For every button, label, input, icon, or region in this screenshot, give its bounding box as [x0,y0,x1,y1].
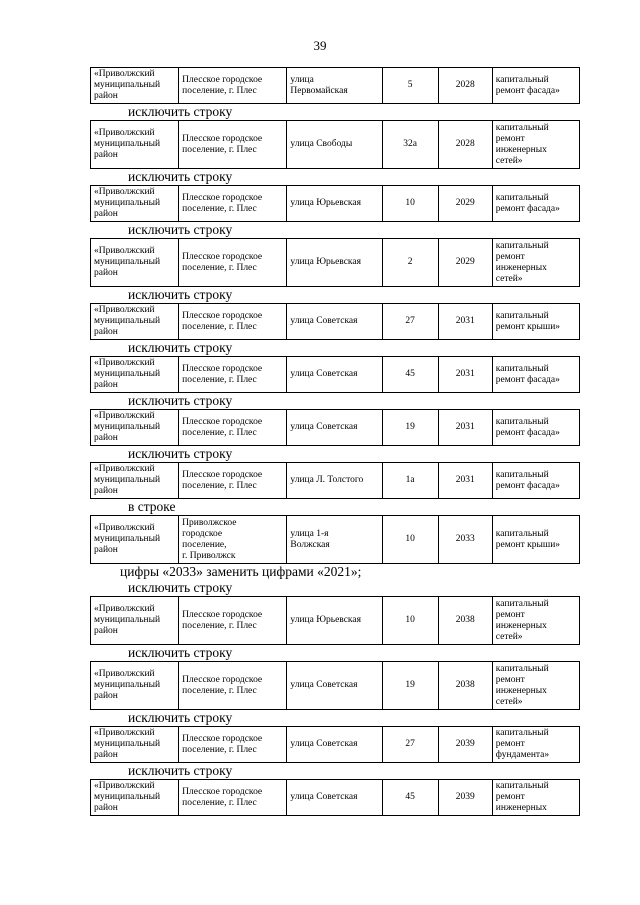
year-cell [438,516,492,564]
settlement-cell-text: Плесское городское поселение, г. Плес [182,609,263,631]
house-number-cell-text: 1а [405,475,415,485]
instruction-text: исключить строку [128,710,233,725]
program-row-table [90,409,580,446]
work-type-cell-text: капитальный ремонт фундамента» [495,728,550,760]
program-row-table [90,515,580,564]
work-type-cell-text: капитальный ремонт инженерных сетей» [495,598,549,642]
district-cell-text: «Приволжский муниципальный район [94,464,161,496]
settlement-cell-text: Плесское городское поселение, г. Плес [182,251,263,273]
settlement-cell [179,68,287,104]
house-number-cell [382,239,438,287]
year-cell-text: 2039 [455,792,475,802]
district-cell [91,304,179,340]
table-row [91,186,580,222]
year-cell [438,410,492,446]
year-cell-text: 2038 [455,615,475,625]
street-cell-text: улица Советская [290,739,358,749]
program-row-table [90,661,580,710]
district-cell-text: «Приволжский муниципальный район [94,523,161,555]
work-type-cell [492,68,579,104]
house-number-cell-text: 45 [405,369,415,379]
house-number-cell-text: 10 [405,198,415,208]
settlement-cell-text: Плесское городское поселение, г. Плес [182,74,263,96]
street-cell-text: улица 1-я Волжская [290,528,330,550]
table-row [91,68,580,104]
settlement-cell [179,662,287,710]
district-cell-text: «Приволжский муниципальный район [94,669,161,701]
settlement-cell [179,239,287,287]
street-cell-text: улица Юрьевская [290,615,361,625]
year-cell [438,68,492,104]
year-cell-text: 2039 [455,739,475,749]
house-number-cell-text: 32а [403,139,417,149]
year-cell-text: 2028 [455,80,475,90]
instruction-text: исключить строку [128,287,233,302]
street-cell [287,597,382,645]
table-row [91,304,580,340]
work-type-cell [492,463,579,499]
house-number-cell-text: 10 [405,615,415,625]
year-cell [438,304,492,340]
district-cell-text: «Приволжский муниципальный район [94,187,161,219]
settlement-cell [179,304,287,340]
district-cell-text: «Приволжский муниципальный район [94,128,161,160]
house-number-cell [382,68,438,104]
settlement-cell-text: Приволжское городское поселение, г. Приволжск [182,517,237,561]
program-row-table [90,596,580,645]
program-row-table [90,120,580,169]
house-number-cell-text: 19 [405,422,415,432]
house-number-cell [382,304,438,340]
house-number-cell [382,121,438,169]
instruction-text: исключить строку [128,763,233,778]
street-cell-text: улица Первомайская [290,74,348,96]
work-type-cell-text: капитальный ремонт фасада» [495,192,560,214]
house-number-cell-text: 2 [407,257,413,267]
district-cell-text: «Приволжский муниципальный район [94,358,161,390]
program-row-table [90,779,580,816]
work-type-cell [492,410,579,446]
street-cell [287,357,382,393]
house-number-cell [382,186,438,222]
street-cell [287,410,382,446]
street-cell-text: улица Свободы [290,139,353,149]
district-cell [91,239,179,287]
settlement-cell [179,357,287,393]
settlement-cell-text: Плесское городское поселение, г. Плес [182,416,263,438]
work-type-cell-text: капитальный ремонт крыши» [495,310,561,332]
settlement-cell [179,121,287,169]
work-type-cell-text: капитальный ремонт крыши» [495,528,561,550]
program-row-table [90,726,580,763]
work-type-cell-text: капитальный ремонт фасада» [495,74,560,96]
year-cell [438,662,492,710]
settlement-cell-text: Плесское городское поселение, г. Плес [182,363,263,385]
year-cell-text: 2031 [455,422,475,432]
street-cell-text: улица Советская [290,369,358,379]
district-cell-text: «Приволжский муниципальный район [94,728,161,760]
year-cell-text: 2031 [455,316,475,326]
instruction-text: цифры «2033» заменить цифрами «2021»; [120,564,362,579]
house-number-cell [382,597,438,645]
district-cell-text: «Приволжский муниципальный район [94,246,161,278]
district-cell [91,121,179,169]
house-number-cell-text: 10 [405,534,415,544]
instruction-text: исключить строку [128,222,233,237]
table-row [91,662,580,710]
program-row-table [90,67,580,104]
instruction-text: исключить строку [128,446,233,461]
year-cell [438,463,492,499]
table-row [91,121,580,169]
street-cell [287,186,382,222]
instruction-text: исключить строку [128,104,233,119]
work-type-cell [492,304,579,340]
page-number: 39 [313,38,327,53]
house-number-cell [382,516,438,564]
settlement-cell [179,780,287,816]
street-cell [287,121,382,169]
year-cell-text: 2038 [455,680,475,690]
work-type-cell-text: капитальный ремонт инженерных сетей» [495,240,549,284]
work-type-cell [492,780,579,816]
table-row [91,357,580,393]
table-row [91,516,580,564]
settlement-cell-text: Плесское городское поселение, г. Плес [182,133,263,155]
settlement-cell [179,597,287,645]
settlement-cell-text: Плесское городское поселение, г. Плес [182,192,263,214]
work-type-cell-text: капитальный ремонт фасада» [495,469,560,491]
house-number-cell [382,463,438,499]
street-cell-text: улица Советская [290,792,358,802]
house-number-cell [382,727,438,763]
settlement-cell [179,516,287,564]
work-type-cell-text: капитальный ремонт инженерных [495,781,549,813]
year-cell [438,121,492,169]
street-cell [287,780,382,816]
district-cell-text: «Приволжский муниципальный район [94,305,161,337]
work-type-cell-text: капитальный ремонт фасада» [495,416,560,438]
street-cell-text: улица Л. Толстого [290,475,364,485]
street-cell-text: улица Юрьевская [290,198,361,208]
district-cell [91,463,179,499]
instruction-text: исключить строку [128,340,233,355]
program-row-table [90,303,580,340]
year-cell-text: 2031 [455,475,475,485]
district-cell [91,186,179,222]
work-type-cell-text: капитальный ремонт фасада» [495,363,560,385]
year-cell-text: 2028 [455,139,475,149]
settlement-cell [179,463,287,499]
house-number-cell-text: 5 [407,80,413,90]
work-type-cell [492,597,579,645]
settlement-cell [179,410,287,446]
district-cell [91,597,179,645]
street-cell-text: улица Советская [290,680,358,690]
year-cell [438,186,492,222]
street-cell [287,304,382,340]
street-cell [287,463,382,499]
house-number-cell [382,780,438,816]
house-number-cell-text: 27 [405,316,415,326]
street-cell [287,662,382,710]
district-cell [91,727,179,763]
table-row [91,780,580,816]
district-cell [91,410,179,446]
house-number-cell-text: 45 [405,792,415,802]
house-number-cell [382,410,438,446]
table-row [91,463,580,499]
instruction-text: исключить строку [128,169,233,184]
district-cell-text: «Приволжский муниципальный район [94,604,161,636]
district-cell-text: «Приволжский муниципальный район [94,411,161,443]
street-cell-text: улица Советская [290,422,358,432]
street-cell-text: улица Юрьевская [290,257,361,267]
work-type-cell [492,516,579,564]
year-cell-text: 2031 [455,369,475,379]
table-row [91,597,580,645]
year-cell [438,780,492,816]
year-cell [438,357,492,393]
settlement-cell-text: Плесское городское поселение, г. Плес [182,469,263,491]
year-cell-text: 2029 [455,257,475,267]
street-cell [287,239,382,287]
year-cell-text: 2033 [455,534,475,544]
table-row [91,727,580,763]
work-type-cell-text: капитальный ремонт инженерных сетей» [495,122,549,166]
instruction-text: исключить строку [128,580,233,595]
district-cell [91,780,179,816]
settlement-cell-text: Плесское городское поселение, г. Плес [182,674,263,696]
street-cell [287,727,382,763]
instruction-text: в строке [128,499,176,514]
instruction-text: исключить строку [128,645,233,660]
district-cell [91,357,179,393]
district-cell-text: «Приволжский муниципальный район [94,69,161,101]
settlement-cell [179,186,287,222]
settlement-cell-text: Плесское городское поселение, г. Плес [182,310,263,332]
house-number-cell-text: 27 [405,739,415,749]
work-type-cell [492,186,579,222]
settlement-cell-text: Плесское городское поселение, г. Плес [182,786,263,808]
work-type-cell [492,727,579,763]
program-row-table [90,462,580,499]
district-cell-text: «Приволжский муниципальный район [94,781,161,813]
work-type-cell [492,121,579,169]
house-number-cell [382,662,438,710]
work-type-cell-text: капитальный ремонт инженерных сетей» [495,663,549,707]
district-cell [91,68,179,104]
instruction-text: исключить строку [128,393,233,408]
district-cell [91,516,179,564]
year-cell [438,239,492,287]
street-cell [287,68,382,104]
work-type-cell [492,239,579,287]
document-body [90,67,580,816]
table-row [91,410,580,446]
settlement-cell-text: Плесское городское поселение, г. Плес [182,733,263,755]
house-number-cell-text: 19 [405,680,415,690]
year-cell [438,597,492,645]
program-row-table [90,356,580,393]
program-row-table [90,238,580,287]
year-cell-text: 2029 [455,198,475,208]
program-row-table [90,185,580,222]
street-cell [287,516,382,564]
year-cell [438,727,492,763]
street-cell-text: улица Советская [290,316,358,326]
district-cell [91,662,179,710]
house-number-cell [382,357,438,393]
work-type-cell [492,662,579,710]
work-type-cell [492,357,579,393]
table-row [91,239,580,287]
settlement-cell [179,727,287,763]
